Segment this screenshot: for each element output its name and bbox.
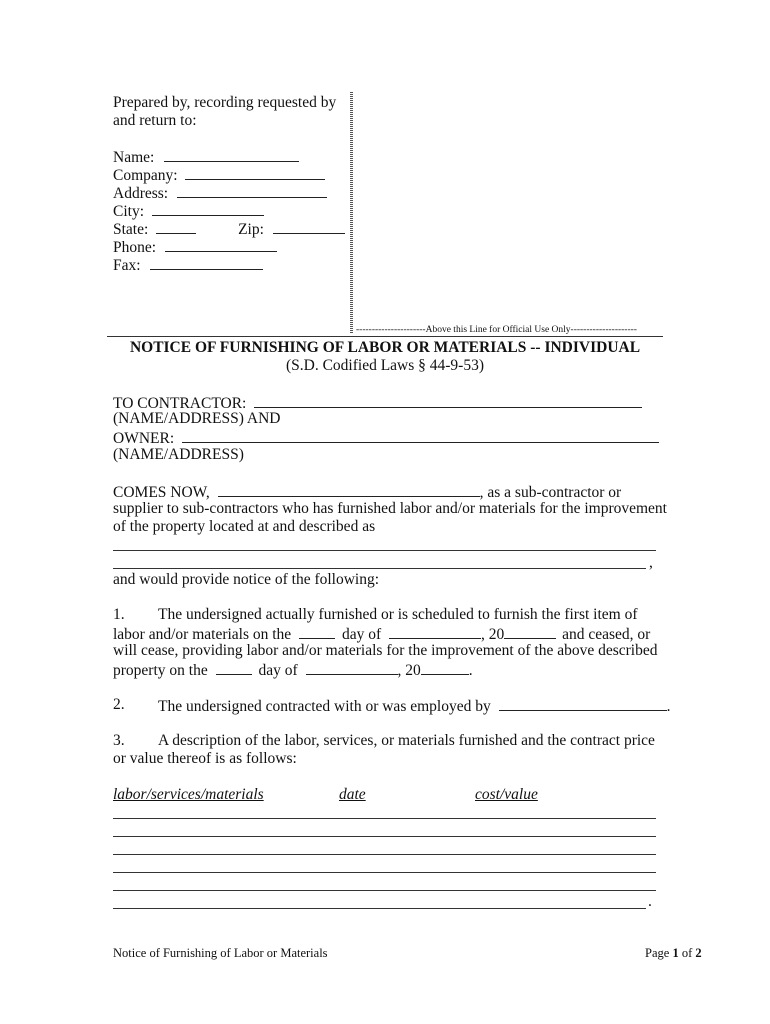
to-contractor-label: TO CONTRACTOR: xyxy=(113,395,247,412)
description-period: . xyxy=(648,893,652,910)
description-line[interactable] xyxy=(113,872,656,873)
page-prefix: Page xyxy=(645,946,670,960)
as-subcontractor-text: , as a sub-contractor or xyxy=(479,484,622,501)
description-line[interactable] xyxy=(113,854,656,855)
item3-line2: or value thereof is as follows: xyxy=(113,750,297,767)
fax-blank[interactable] xyxy=(150,255,263,270)
phone-field-row xyxy=(113,237,277,257)
fax-field-row xyxy=(113,255,263,275)
page-of: of xyxy=(681,946,693,960)
last-year-blank[interactable] xyxy=(421,660,469,675)
item2-row xyxy=(158,696,670,716)
footer-doc-title: Notice of Furnishing of Labor or Materials xyxy=(113,946,328,960)
city-blank[interactable] xyxy=(152,201,264,216)
page-number xyxy=(645,946,702,961)
address-blank[interactable] xyxy=(177,183,327,198)
item1-line3: will cease, providing labor and/or materials for the improvement of the above described xyxy=(113,642,658,659)
state-label: State: xyxy=(113,221,149,238)
address-field-row xyxy=(113,183,327,203)
comes-now-label: COMES NOW, xyxy=(113,484,210,501)
item1-ceased-text: and ceased, or xyxy=(562,626,651,643)
item1-day-of-text-2: day of xyxy=(258,662,298,679)
item1-day-of-text: day of xyxy=(341,626,382,643)
phone-label: Phone: xyxy=(113,239,157,256)
address-label: Address: xyxy=(113,185,169,202)
zip-label: Zip: xyxy=(238,221,264,238)
item1-line2 xyxy=(113,624,650,644)
official-use-label: ----------------------Above this Line for Official Use Only--------------------- xyxy=(356,325,637,335)
comes-now-row xyxy=(113,482,621,502)
subcontractor-name-blank[interactable] xyxy=(218,482,480,497)
prepared-by-line2: and return to: xyxy=(113,112,197,129)
zip-blank[interactable] xyxy=(273,219,345,234)
item2-text: The undersigned contracted with or was employed by xyxy=(158,698,491,715)
item1-property-on-text: property on the xyxy=(113,662,208,679)
owner-name-address-label: (NAME/ADDRESS) xyxy=(113,446,244,463)
fax-label: Fax: xyxy=(113,257,141,274)
company-label: Company: xyxy=(113,167,178,184)
item1-period: . xyxy=(468,662,473,679)
city-field-row xyxy=(113,201,264,221)
contractor-blank[interactable] xyxy=(254,393,642,408)
first-day-blank[interactable] xyxy=(299,624,335,639)
name-blank[interactable] xyxy=(164,147,299,162)
property-description-line2[interactable] xyxy=(113,568,646,569)
column-header-cost: cost/value xyxy=(475,786,538,803)
header-divider-horizontal xyxy=(107,336,663,337)
last-month-blank[interactable] xyxy=(306,660,398,675)
description-line[interactable] xyxy=(113,890,656,891)
page-current: 1 xyxy=(672,946,679,960)
description-line[interactable] xyxy=(113,836,656,837)
item1-labor-on-text: labor and/or materials on the xyxy=(113,626,292,643)
state-blank[interactable] xyxy=(156,219,196,234)
item2-number: 2. xyxy=(113,696,125,713)
item3-number: 3. xyxy=(113,732,125,749)
description-line[interactable] xyxy=(113,818,656,819)
employer-blank[interactable] xyxy=(499,696,667,711)
item1-line1: The undersigned actually furnished or is scheduled to furnish the first item of xyxy=(158,606,638,623)
comes-now-line3: of the property located at and described as xyxy=(113,518,376,535)
first-year-blank[interactable] xyxy=(504,624,556,639)
header-divider-vertical xyxy=(350,92,353,334)
item1-year-prefix-2: , 20 xyxy=(397,662,421,679)
item2-period: . xyxy=(666,698,671,715)
company-field-row xyxy=(113,165,325,185)
document-subtitle: (S.D. Codified Laws § 44-9-53) xyxy=(285,357,485,374)
item1-line4 xyxy=(113,660,473,680)
notice-following-text: and would provide notice of the following: xyxy=(113,571,380,588)
name-address-and-label: (NAME/ADDRESS) AND xyxy=(113,410,281,427)
document-title: NOTICE OF FURNISHING OF LABOR OR MATERIALS -- INDIVIDUAL xyxy=(129,339,641,356)
name-field-row xyxy=(113,147,299,167)
state-zip-row xyxy=(113,219,345,239)
property-description-line1[interactable] xyxy=(113,550,656,551)
last-day-blank[interactable] xyxy=(216,660,252,675)
owner-blank[interactable] xyxy=(182,428,659,443)
owner-row xyxy=(113,428,659,448)
first-month-blank[interactable] xyxy=(389,624,481,639)
item1-year-prefix: , 20 xyxy=(481,626,505,643)
phone-blank[interactable] xyxy=(165,237,277,252)
name-label: Name: xyxy=(113,149,155,166)
description-line[interactable] xyxy=(113,908,646,909)
owner-label: OWNER: xyxy=(113,430,175,447)
property-description-comma: , xyxy=(649,554,653,571)
column-header-labor: labor/services/materials xyxy=(113,786,264,803)
prepared-by-line1: Prepared by, recording requested by xyxy=(113,94,337,111)
column-header-date: date xyxy=(339,786,366,803)
item1-number: 1. xyxy=(113,606,125,623)
company-blank[interactable] xyxy=(185,165,325,180)
comes-now-line2: supplier to sub-contractors who has furnished labor and/or materials for the improvement xyxy=(113,500,667,517)
page-total: 2 xyxy=(695,946,702,960)
item3-line1: A description of the labor, services, or materials furnished and the contract price xyxy=(158,732,655,749)
city-label: City: xyxy=(113,203,145,220)
